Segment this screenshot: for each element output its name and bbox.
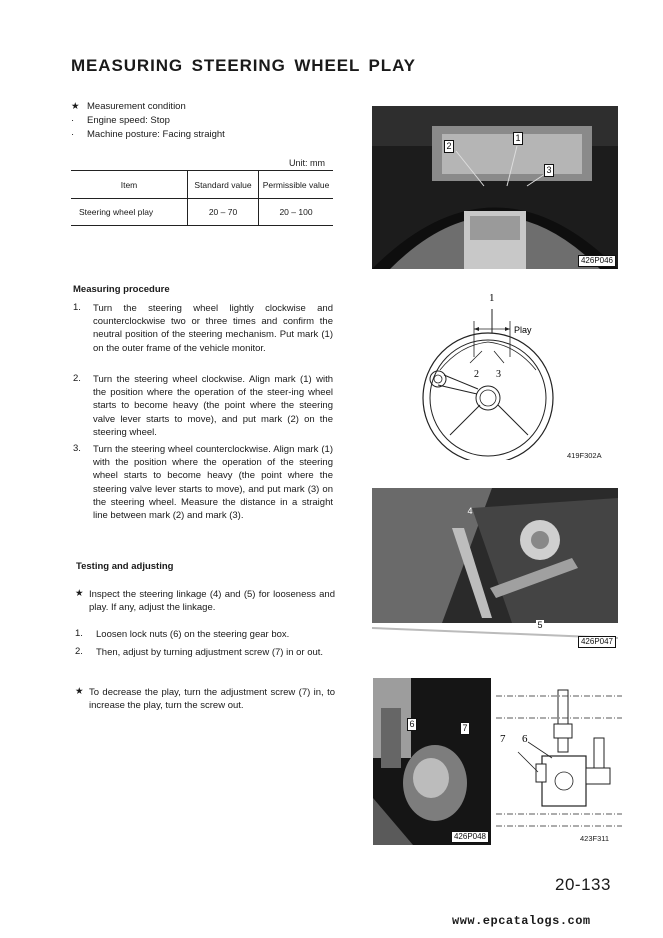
photo-steering-gear-box-image: [373, 678, 491, 845]
table-row: [71, 199, 333, 226]
star-marker: ★: [75, 686, 84, 697]
column-header: Item: [71, 171, 188, 199]
step-number: 1.: [75, 628, 83, 639]
measuring-heading: Measuring procedure: [73, 284, 170, 295]
page-number: 20-133: [555, 875, 611, 894]
column-header: Permissible value: [259, 171, 334, 199]
label-2: 2: [444, 140, 454, 153]
figure-caption: 426P048: [451, 831, 489, 843]
photo-steering-gear-box: [373, 678, 491, 845]
figure-caption: 426P046: [578, 255, 616, 267]
photo-vehicle-monitor: [372, 106, 618, 269]
label-5: 5: [537, 620, 543, 630]
measurement-condition: [71, 100, 225, 142]
step-number: 2.: [75, 646, 83, 657]
label-7: 7: [460, 722, 470, 735]
table-header-row: [71, 171, 333, 199]
figure-caption: 426P047: [578, 636, 616, 648]
gearbox-label-6: 6: [522, 733, 528, 745]
star-marker: ★: [75, 588, 84, 599]
step-text: Loosen lock nuts (6) on the steering gear box.: [96, 629, 290, 640]
star-marker: ★: [71, 101, 80, 112]
adjust-note: To decrease the play, turn the adjustment screw (7) in, to increase the play, turn the screw out.: [89, 687, 335, 712]
figure-caption: 423F311: [580, 834, 610, 843]
gearbox-label-7: 7: [500, 733, 506, 745]
step-number: 1.: [73, 302, 81, 313]
figure-caption: 419F302A: [567, 451, 602, 460]
photo-steering-linkage-image: [372, 488, 618, 650]
table-cell: 20 – 70: [188, 199, 259, 226]
photo-vehicle-monitor-image: [372, 106, 618, 269]
condition-item: Engine speed: Stop: [87, 115, 170, 126]
gearbox-diagram: [496, 686, 622, 838]
bullet-marker: ·: [71, 129, 75, 140]
label-4: 4: [467, 506, 473, 516]
photo-steering-linkage: [372, 488, 618, 650]
condition-item: Machine posture: Facing straight: [87, 129, 225, 140]
unit-label: Unit: mm: [289, 158, 325, 168]
step-text: Turn the steering wheel clockwise. Align mark (1) with the position where the operation of the steer-ing wheel starts to become heavy (the point where the steering valve lever starts to move), and put mark (2) on the steering wheel.: [93, 374, 333, 438]
steering-wheel-diagram: [420, 285, 570, 460]
column-header: Standard value: [188, 171, 259, 199]
play-label: Play: [514, 325, 532, 335]
testing-heading: Testing and adjusting: [76, 561, 174, 572]
footer-url[interactable]: www.epcatalogs.com: [452, 914, 591, 928]
bullet-marker: ·: [71, 115, 75, 126]
page-title: MEASURING STEERING WHEEL PLAY: [71, 56, 416, 75]
step-number: 3.: [73, 443, 81, 454]
step-number: 2.: [73, 373, 81, 384]
wheel-label-1: 1: [489, 292, 495, 304]
inspect-note: Inspect the steering linkage (4) and (5) for looseness and play. If any, adjust the linkage.: [89, 589, 335, 614]
condition-heading: Measurement condition: [87, 101, 186, 112]
label-1: 1: [513, 132, 523, 145]
wheel-label-2: 2: [474, 369, 479, 380]
label-3: 3: [544, 164, 554, 177]
step-text: Turn the steering wheel counterclockwise. Align mark (1) with the position where the operation of the steering wheel starts to become heavy (the point where the steering valve lever starts to move), and put mark (3) on the steering wheel. Measure the distance in a straight line between mark (2) and mark (3).: [93, 444, 333, 522]
table-cell: 20 – 100: [259, 199, 334, 226]
label-6: 6: [407, 718, 417, 731]
wheel-label-3: 3: [496, 369, 501, 380]
spec-table: [71, 170, 333, 226]
table-cell: Steering wheel play: [71, 199, 188, 226]
step-text: Turn the steering wheel lightly clockwise and counterclockwise two or three times and confirm the neutral position of the steering mechanism. Put mark (1) on the outer frame of the vehicle monitor.: [93, 303, 333, 354]
step-text: Then, adjust by turning adjustment screw (7) in or out.: [96, 647, 324, 658]
